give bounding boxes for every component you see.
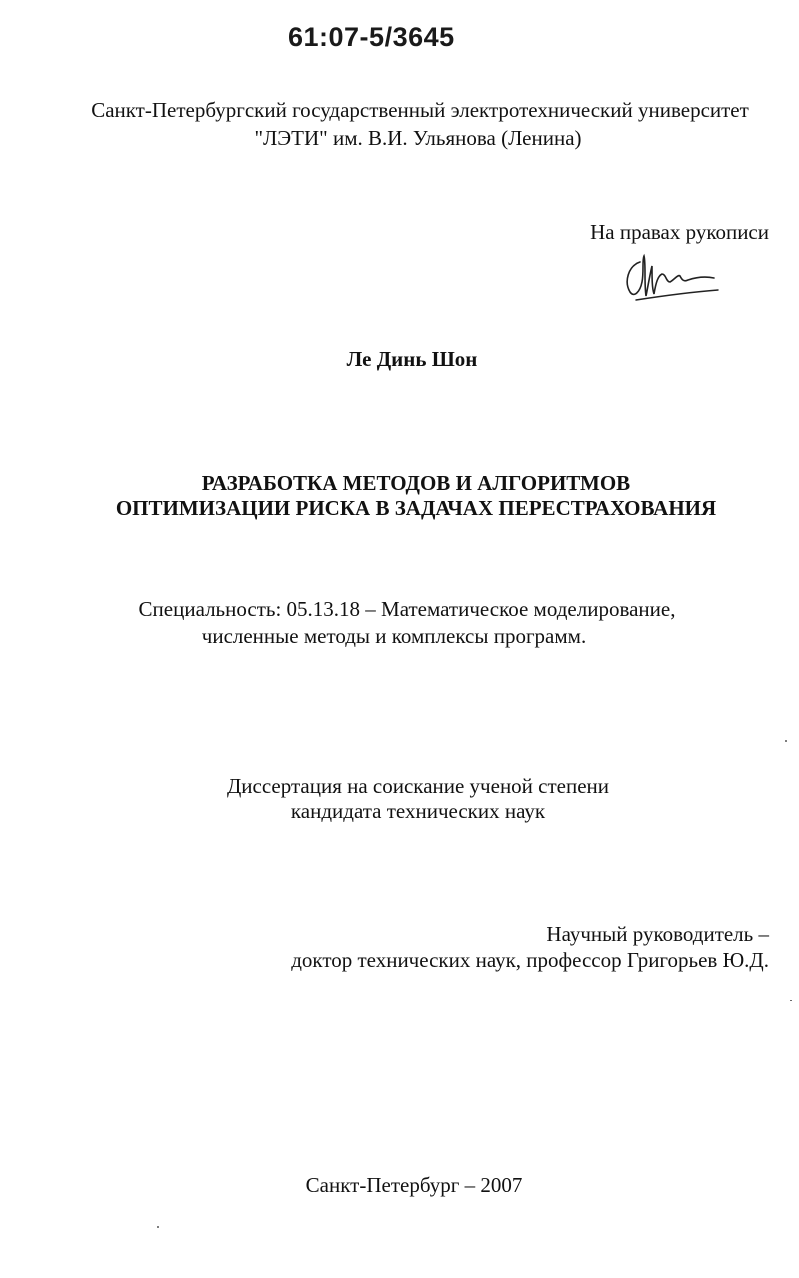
scan-speck [785, 740, 787, 742]
specialty-line1: Специальность: 05.13.18 – Математическое моделирование, [138, 597, 676, 621]
place-and-year: Санкт-Петербург – 2007 [305, 1173, 523, 1197]
manuscript-rights-label: На правах рукописи [590, 220, 769, 244]
author-signature [622, 252, 722, 308]
supervisor-name: доктор технических наук, профессор Григорьев Ю.Д. [291, 948, 769, 972]
supervisor-label: Научный руководитель – [546, 922, 769, 946]
degree-line2: кандидата технических наук [290, 799, 546, 823]
specialty-line2: численные методы и комплексы программ. [201, 624, 587, 648]
author-name: Ле Динь Шон [346, 347, 478, 371]
dissertation-title-line1: РАЗРАБОТКА МЕТОДОВ И АЛГОРИТМОВ [201, 471, 631, 495]
university-name-line1: Санкт-Петербургский государственный электротехнический университет [91, 98, 749, 122]
scan-speck [790, 1000, 792, 1001]
archive-stamp-number: 61:07-5/3645 [288, 22, 455, 52]
degree-line1: Диссертация на соискание ученой степени [226, 774, 610, 798]
scan-speck [157, 1226, 159, 1228]
university-name-line2: "ЛЭТИ" им. В.И. Ульянова (Ленина) [254, 126, 582, 150]
dissertation-title-line2: ОПТИМИЗАЦИИ РИСКА В ЗАДАЧАХ ПЕРЕСТРАХОВАНИЯ [115, 496, 717, 520]
